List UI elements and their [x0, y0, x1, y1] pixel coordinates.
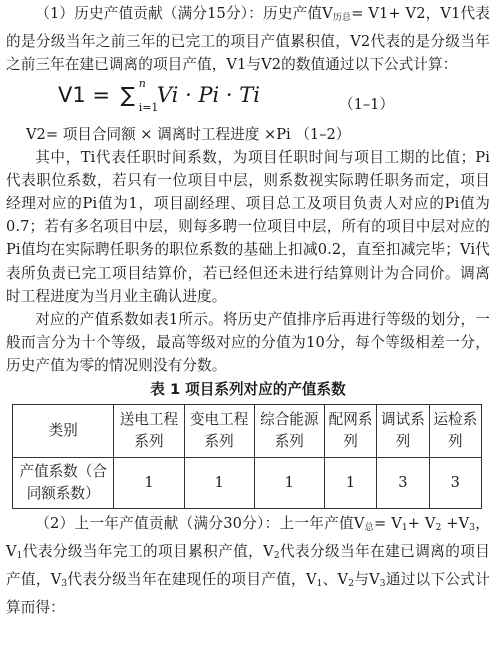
header-operation: 运检系列 [429, 404, 481, 457]
p4-subscript: 1 [316, 579, 323, 590]
table-row [13, 457, 482, 508]
header-category: 类别 [13, 404, 114, 457]
document-page [6, 2, 490, 619]
p1-text: （1）历史产值贡献（满分15分）：历史产值V [35, 5, 333, 22]
p4-subscript: 3 [469, 522, 476, 533]
header-integrated-energy: 综合能源系列 [254, 404, 324, 457]
p4-text-h: 代表分级当年在建现任的项目产值，V [67, 571, 317, 589]
table-cell: 1 [254, 457, 324, 508]
table-cell: 1 [184, 457, 254, 508]
p4-subscript: 1 [401, 522, 408, 533]
p4-text-a: （2）上一年产值贡献（满分30分）：上一年产值V [35, 514, 365, 532]
p4-subscript: 2 [435, 522, 442, 533]
p1-subscript: 历总 [332, 13, 352, 23]
paragraph-coefficients: 其中，Ti代表任职时间系数，为项目任职时间与项目工期的比值；Pi代表职位系数，若只有一位项目中层，则系数视实际聘任职务而定，项目经理对应的Pi值为1，项目副经理、项目总工及项目负责人对应的Pi值为0.7；若有多名项目中层，则每多聘一位项目中层，所有的项目中层对应的Pi值均在实际聘任职务的职位系数的基础上扣减0.2，直至扣减完毕；Vi代表所负责已完工项目结算价，若已经但还未进行结算则计为合同价。调离时工程进度为当月业主确认进度。 [6, 148, 490, 305]
table-title: 表 1 项目系列对应的产值系数 [150, 380, 346, 398]
p4-text-d: +V [441, 514, 470, 532]
table-cell: 3 [429, 457, 481, 508]
p4-text-b: = V [373, 514, 402, 532]
p4-subscript: 2 [273, 550, 280, 561]
table-header-row [13, 404, 482, 457]
p4-text-j: 与V [354, 571, 380, 589]
table-cell: 1 [114, 457, 184, 508]
header-power-transmission: 送电工程系列 [114, 404, 184, 457]
p4-text-i: 、V [322, 571, 349, 589]
p4-subscript: 3 [379, 579, 386, 590]
p4-subscript: 1 [16, 550, 23, 561]
p4-text-f: 代表分级当年完工的项目累积产值，V [22, 542, 274, 560]
sum-lower-limit: i=1 [138, 100, 159, 114]
row-label: 产值系数（合同额系数） [13, 457, 114, 508]
formula-lhs: V1 = [58, 82, 117, 107]
paragraph-historical-output [6, 2, 490, 77]
paragraph-last-year-output [6, 512, 490, 620]
table-cell: 1 [324, 457, 376, 508]
header-commissioning: 调试系列 [377, 404, 429, 457]
formula-rhs: Vi · Pi · Ti [156, 82, 261, 107]
table-cell: 3 [377, 457, 429, 508]
summation-symbol: ∑ n i=1 [120, 76, 159, 114]
header-distribution: 配网系列 [324, 404, 376, 457]
p4-subscript: 3 [61, 579, 68, 590]
formula-1-1 [6, 77, 490, 123]
header-substation: 变电工程系列 [184, 404, 254, 457]
p4-text-k: 通过以下公式计算而得： [6, 571, 490, 617]
p4-subscript-total: 总 [364, 522, 374, 533]
formula-1-1-expression [58, 76, 261, 114]
coefficient-table [12, 404, 482, 509]
paragraph-grading: 对应的产值系数如表1所示。将历史产值排序后再进行等级的划分，一般而言分为十个等级，最高等级对应的分值为10分，每个等级相差一分，历史产值为零的情况则没有分数。 [6, 311, 490, 375]
p1-rest-text: = V1+ V2，V1代表的是分级当年之前三年的已完工的项目产值累积值，V2代表的是分级当年之前三年在建已调离的项目产值，V1与V2的数值通过以下公式计算： [6, 5, 491, 74]
formula-1-1-number: （1–1） [339, 95, 395, 113]
sum-upper-limit: n [138, 76, 146, 90]
formula-1-2: V2= 项目合同额 × 调离时工程进度 ×Pi （1–2） [26, 125, 351, 143]
p4-subscript: 2 [348, 579, 355, 590]
p4-text-c: + V [407, 514, 436, 532]
p4-text-e: ，V [6, 514, 490, 560]
p4-text-g: 代表分级当年在建已调离的项目产值，V [6, 542, 490, 589]
